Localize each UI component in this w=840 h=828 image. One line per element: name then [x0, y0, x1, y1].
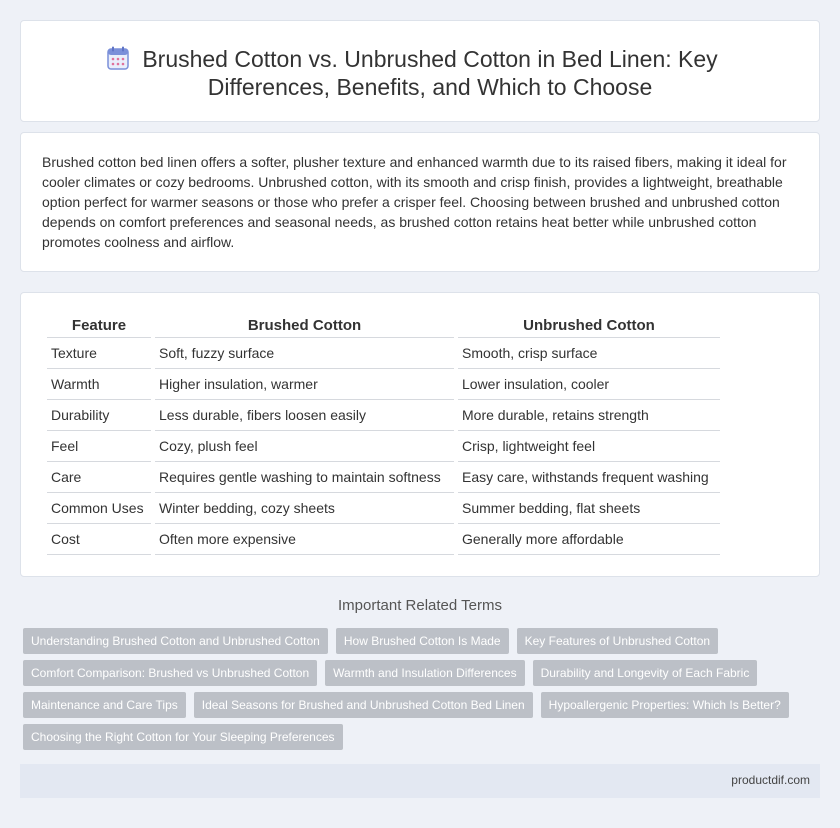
related-term-tag[interactable]: Key Features of Unbrushed Cotton: [517, 628, 718, 654]
footer-site[interactable]: productdif.com: [731, 773, 810, 787]
table-cell: Less durable, fibers loosen easily: [155, 400, 454, 431]
table-row: [47, 524, 720, 555]
title-card: [20, 20, 820, 122]
table-cell: Cost: [47, 524, 151, 555]
related-terms-list: [23, 628, 803, 756]
related-term-tag[interactable]: Durability and Longevity of Each Fabric: [533, 660, 758, 686]
related-term-tag[interactable]: Maintenance and Care Tips: [23, 692, 186, 718]
table-cell: Generally more affordable: [458, 524, 720, 555]
table-cell: Common Uses: [47, 493, 151, 524]
tag-row: [23, 692, 803, 718]
table-cell: More durable, retains strength: [458, 400, 720, 431]
table-cell: Requires gentle washing to maintain softness: [155, 462, 454, 493]
table-cell: Winter bedding, cozy sheets: [155, 493, 454, 524]
related-term-tag[interactable]: Warmth and Insulation Differences: [325, 660, 524, 686]
header-brushed: Brushed Cotton: [155, 314, 454, 338]
table-cell: Summer bedding, flat sheets: [458, 493, 720, 524]
related-terms-heading: Important Related Terms: [338, 597, 502, 614]
table-cell: Higher insulation, warmer: [155, 369, 454, 400]
page-title: Brushed Cotton vs. Unbrushed Cotton in Bed Linen: Key Differences, Benefits, and Which to Choose: [142, 46, 718, 100]
table-cell: Durability: [47, 400, 151, 431]
intro-paragraph: Brushed cotton bed linen offers a softer, plusher texture and enhanced warmth due to its raised fibers, making it ideal for cooler climates or cozy bedrooms. Unbrushed cotton, with its smooth and crisp finish, provides a lightweight, breathable option perfect for warmer seasons or those who prefer a crisper feel. Choosing between brushed and unbrushed cotton depends on comfort preferences and seasonal needs, as brushed cotton retains heat better while unbrushed cotton promotes coolness and airflow.: [42, 154, 787, 250]
header-feature: Feature: [47, 314, 151, 338]
table-cell: Soft, fuzzy surface: [155, 338, 454, 369]
header-unbrushed: Unbrushed Cotton: [458, 314, 720, 338]
table-cell: Texture: [47, 338, 151, 369]
table-row: [47, 338, 720, 369]
footer: [20, 764, 820, 798]
tag-row: [23, 628, 803, 654]
table-row: [47, 493, 720, 524]
tag-row: [23, 660, 803, 686]
table-cell: Lower insulation, cooler: [458, 369, 720, 400]
related-term-tag[interactable]: Comfort Comparison: Brushed vs Unbrushed Cotton: [23, 660, 317, 686]
table-cell: Crisp, lightweight feel: [458, 431, 720, 462]
table-cell: Smooth, crisp surface: [458, 338, 720, 369]
related-term-tag[interactable]: Choosing the Right Cotton for Your Sleeping Preferences: [23, 724, 343, 750]
table-cell: Often more expensive: [155, 524, 454, 555]
table-cell: Easy care, withstands frequent washing: [458, 462, 720, 493]
table-row: [47, 369, 720, 400]
comparison-card: [20, 292, 820, 577]
table-row: [47, 400, 720, 431]
table-cell: Warmth: [47, 369, 151, 400]
related-term-tag[interactable]: How Brushed Cotton Is Made: [336, 628, 509, 654]
tag-row: [23, 724, 803, 750]
table-row: [47, 462, 720, 493]
related-term-tag[interactable]: Understanding Brushed Cotton and Unbrushed Cotton: [23, 628, 328, 654]
table-row: [47, 431, 720, 462]
related-term-tag[interactable]: Hypoallergenic Properties: Which Is Better?: [541, 692, 789, 718]
table-cell: Care: [47, 462, 151, 493]
table-header-row: [47, 314, 720, 338]
intro-card: [20, 132, 820, 272]
table-cell: Cozy, plush feel: [155, 431, 454, 462]
table-cell: Feel: [47, 431, 151, 462]
related-term-tag[interactable]: Ideal Seasons for Brushed and Unbrushed Cotton Bed Linen: [194, 692, 533, 718]
comparison-table: [43, 314, 724, 555]
